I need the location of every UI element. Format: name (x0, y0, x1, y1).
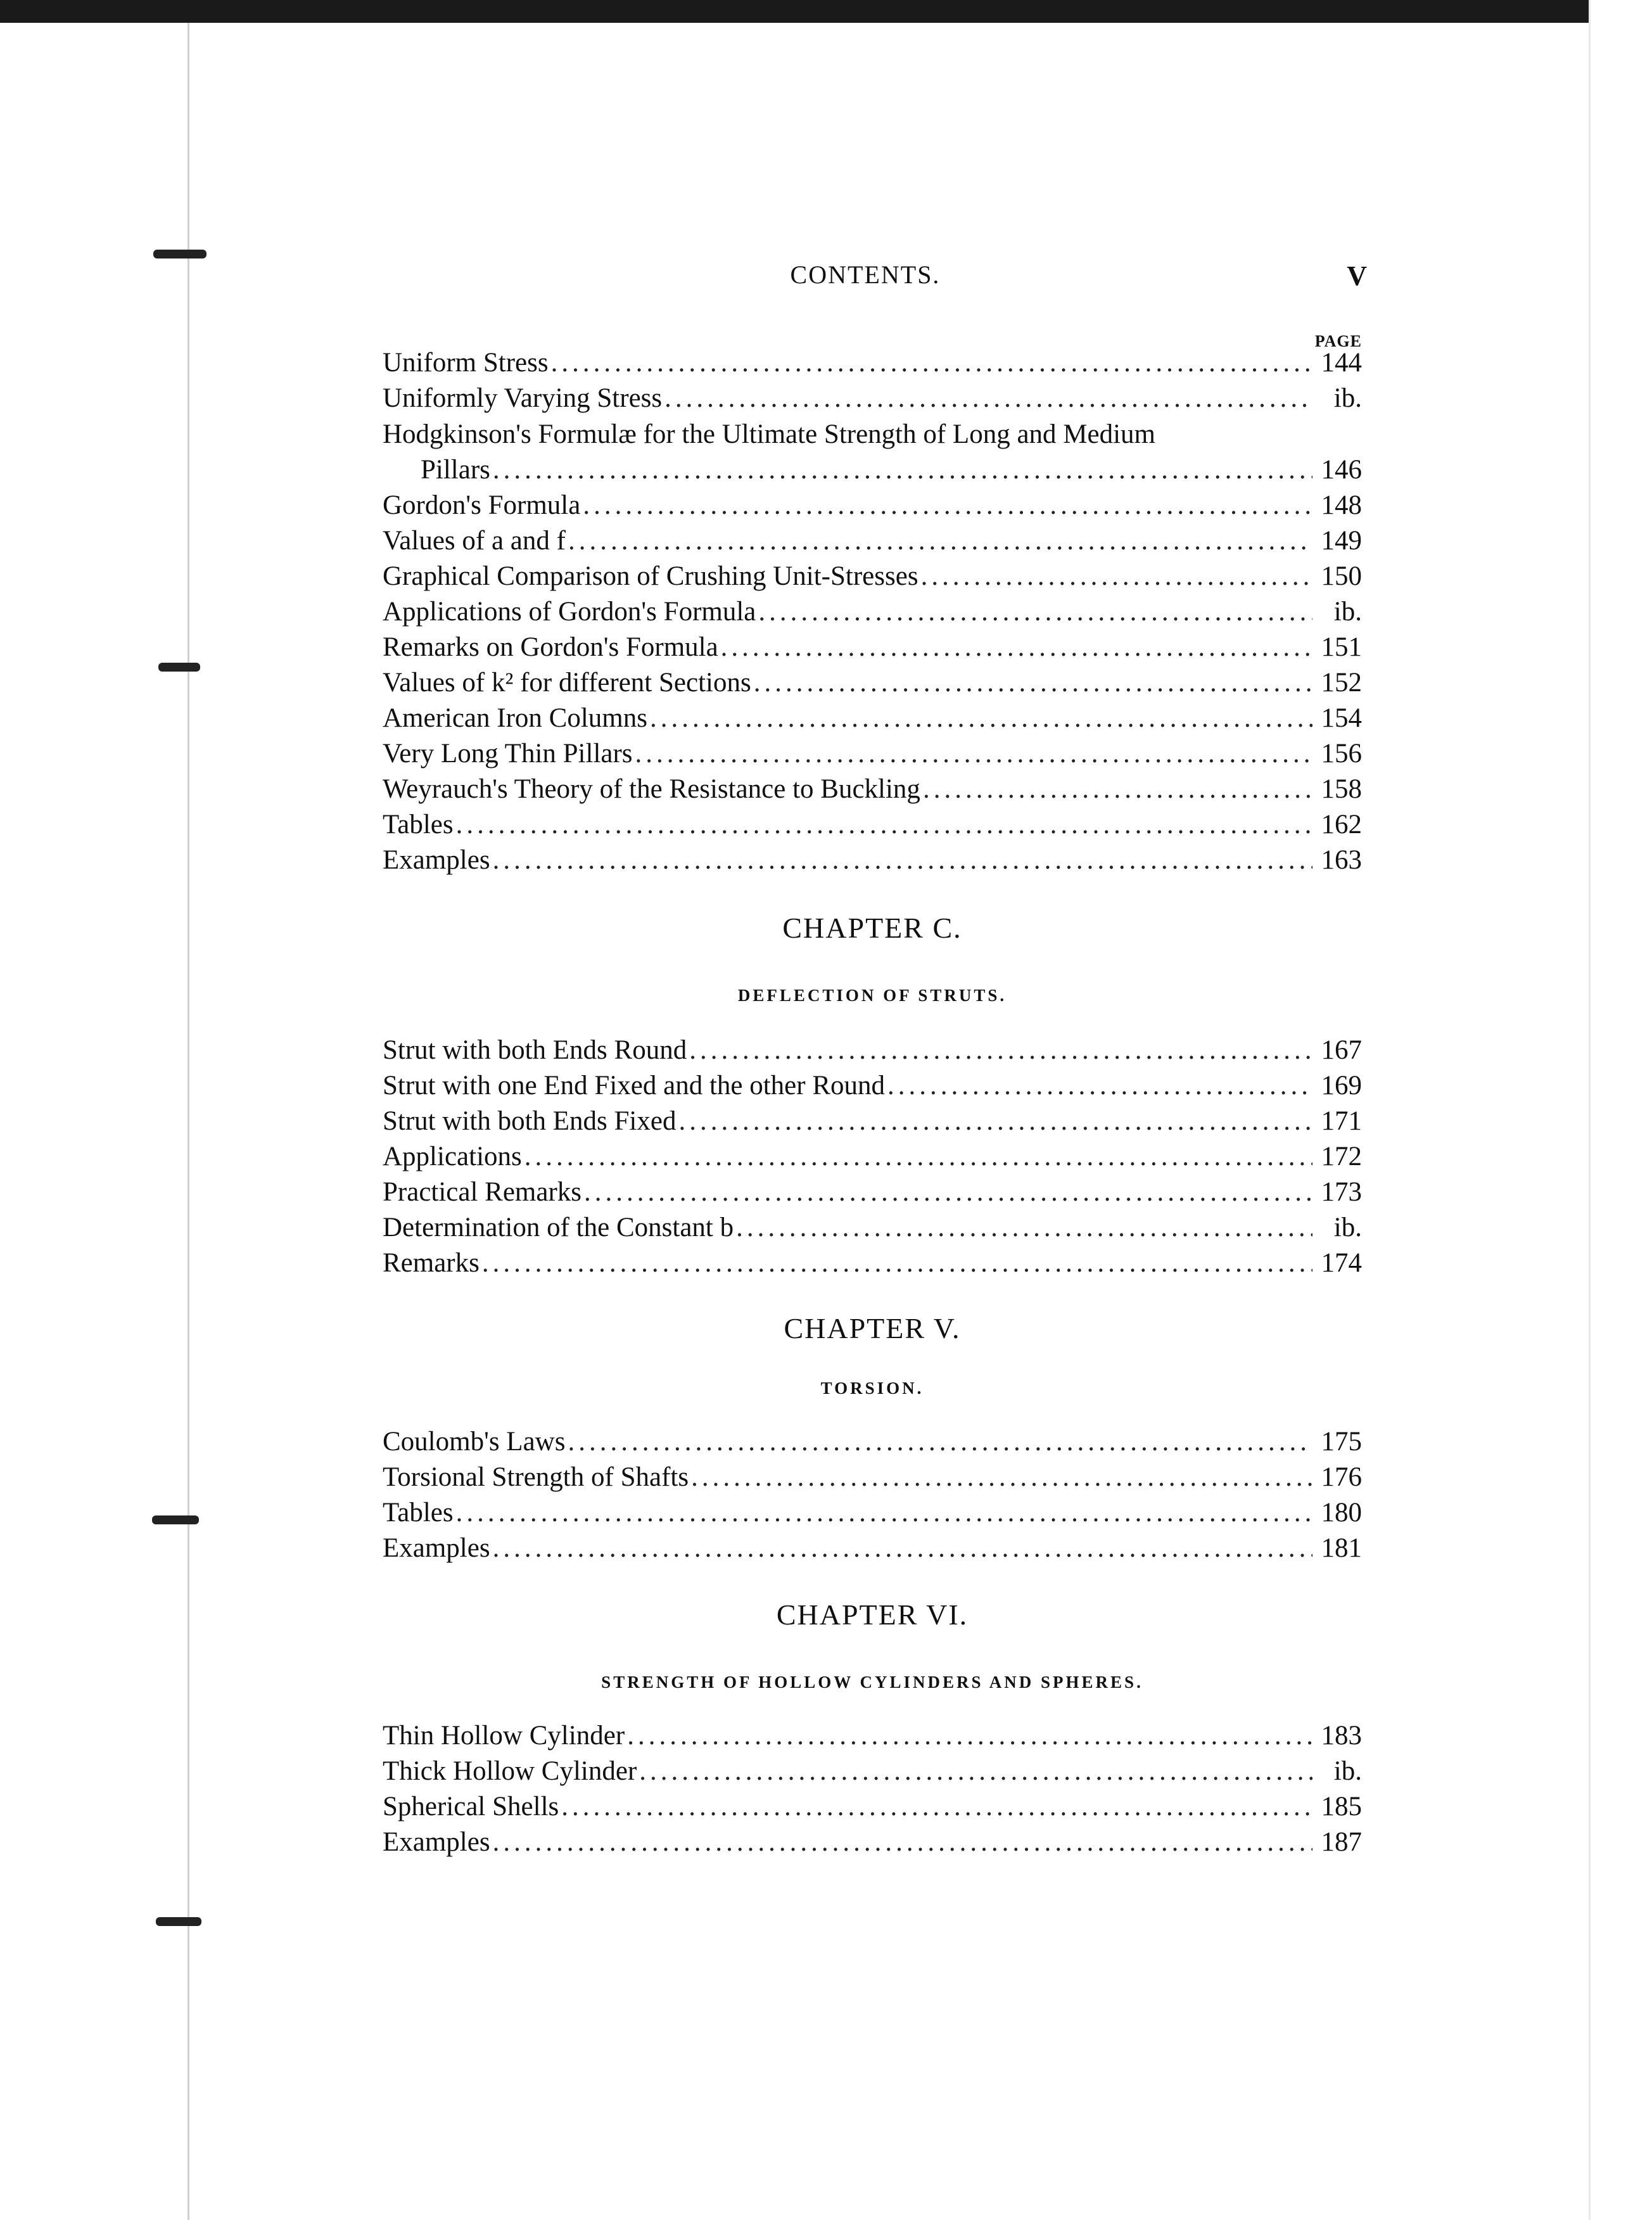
dot-leader (493, 1531, 1312, 1566)
toc-entry-label: Practical Remarks (383, 1177, 582, 1207)
page-number: V (1347, 260, 1367, 291)
toc-entry-label: Strut with one End Fixed and the other Round (383, 1071, 886, 1100)
toc-entry (383, 1246, 1362, 1281)
toc-entry (383, 701, 1362, 736)
toc-entry-first-line: Hodgkinson's Formulæ for the Ultimate Strength of Long and Medium (383, 419, 1155, 449)
dot-leader (551, 345, 1312, 381)
toc-entry-page: 176 (1321, 1462, 1362, 1492)
page-column-label: PAGE (1314, 332, 1362, 350)
toc-entry-label: Graphical Comparison of Crushing Unit-Stresses (383, 561, 918, 591)
chapter-heading: CHAPTER C. (782, 912, 962, 944)
toc-entry-page: 174 (1321, 1248, 1362, 1278)
binding-mark (152, 1515, 199, 1524)
toc-entry-page: 175 (1321, 1427, 1362, 1457)
toc-entry (383, 665, 1362, 701)
toc-entry-label: Uniformly Varying Stress (383, 383, 663, 413)
dot-leader (583, 488, 1312, 523)
toc-entry-label: Very Long Thin Pillars (383, 739, 633, 769)
toc-entry (383, 1068, 1362, 1104)
binding-line (187, 23, 189, 2220)
binding-mark (158, 663, 200, 672)
toc-entry (383, 807, 1362, 843)
toc-entry-page: 181 (1321, 1533, 1362, 1563)
toc-entry-label: Spherical Shells (383, 1792, 559, 1821)
chapter-subheading: STRENGTH OF HOLLOW CYLINDERS AND SPHERES. (601, 1673, 1143, 1692)
page-top-edge (0, 0, 1652, 23)
dot-leader (754, 665, 1312, 701)
chapter-subheading: TORSION. (820, 1379, 924, 1398)
toc-entry (383, 1531, 1362, 1566)
toc-entry-page: ib. (1333, 1756, 1362, 1786)
toc-entry-page: 167 (1321, 1035, 1362, 1065)
toc-entry (383, 1718, 1362, 1754)
toc-entry-page: 183 (1321, 1721, 1362, 1751)
toc-entry-label: Gordon's Formula (383, 490, 581, 520)
dot-leader (456, 807, 1312, 843)
toc-entry-page: 146 (1321, 455, 1362, 485)
toc-entry-page: 154 (1321, 703, 1362, 733)
dot-leader (568, 523, 1312, 559)
toc-entry (383, 1210, 1362, 1246)
toc-entry-label: Pillars (421, 455, 490, 485)
toc-entry-page: ib. (1333, 1213, 1362, 1242)
toc-entry (383, 1104, 1362, 1139)
toc-entry-label: Remarks (383, 1248, 480, 1278)
dot-leader (456, 1495, 1312, 1531)
toc-entry-page: 144 (1321, 348, 1362, 378)
running-head-title: CONTENTS. (790, 260, 941, 289)
toc-entry (383, 559, 1362, 594)
toc-entry-page: 150 (1321, 561, 1362, 591)
dot-leader (691, 1460, 1312, 1495)
chapter-subheading: DEFLECTION OF STRUTS. (737, 986, 1007, 1005)
toc-entry-page: 172 (1321, 1142, 1362, 1171)
toc-entry-page: 149 (1321, 526, 1362, 556)
toc-entry-page: 151 (1321, 632, 1362, 662)
dot-leader (921, 559, 1312, 594)
toc-entry-label: Values of a and f (383, 526, 566, 556)
dot-leader (568, 1424, 1312, 1460)
toc-entry-label: Examples (383, 845, 490, 875)
toc-entry-label: Strut with both Ends Fixed (383, 1106, 677, 1136)
toc-entry-page: 148 (1321, 490, 1362, 520)
dot-leader (639, 1754, 1312, 1789)
toc-entry-page: 171 (1321, 1106, 1362, 1136)
toc-entry (383, 1495, 1362, 1531)
toc-entry (383, 1789, 1362, 1825)
toc-entry-label: Strut with both Ends Round (383, 1035, 687, 1065)
dot-leader (758, 594, 1312, 630)
page-right-margin (1589, 0, 1652, 2220)
toc-entry-label: Tables (383, 1498, 454, 1528)
toc-entry (383, 1175, 1362, 1210)
binding-mark (156, 1917, 201, 1926)
toc-entry-page: ib. (1333, 383, 1362, 413)
toc-entry-label: American Iron Columns (383, 703, 647, 733)
toc-entry-page: 187 (1321, 1827, 1362, 1857)
toc-entry-label: Remarks on Gordon's Formula (383, 632, 718, 662)
toc-entry (383, 381, 1362, 416)
dot-leader (887, 1068, 1312, 1104)
toc-entry-page: 158 (1321, 774, 1362, 804)
toc-entry-label: Determination of the Constant b (383, 1213, 734, 1242)
toc-entry-page: 180 (1321, 1498, 1362, 1528)
toc-entry (383, 1825, 1362, 1860)
toc-entry-label: Weyrauch's Theory of the Resistance to Buckling (383, 774, 920, 804)
toc-entry-page: 156 (1321, 739, 1362, 769)
dot-leader (635, 736, 1312, 772)
toc-entry (383, 345, 1362, 381)
toc-entry-label: Uniform Stress (383, 348, 549, 378)
toc-entry-label: Applications of Gordon's Formula (383, 597, 756, 627)
dot-leader (689, 1033, 1312, 1068)
dot-leader (493, 1825, 1312, 1860)
toc-entry-label: Examples (383, 1827, 490, 1857)
toc-entry (383, 594, 1362, 630)
toc-entry-label: Tables (383, 810, 454, 839)
dot-leader (678, 1104, 1312, 1139)
dot-leader (736, 1210, 1312, 1246)
dot-leader (664, 381, 1312, 416)
dot-leader (923, 772, 1312, 807)
toc-entry-label: Torsional Strength of Shafts (383, 1462, 689, 1492)
toc-entry (383, 1139, 1362, 1175)
toc-entry (383, 452, 1362, 488)
dot-leader (721, 630, 1312, 665)
dot-leader (482, 1246, 1312, 1281)
dot-leader (584, 1175, 1312, 1210)
dot-leader (493, 452, 1312, 488)
dot-leader (627, 1718, 1312, 1754)
chapter-heading: CHAPTER V. (784, 1312, 961, 1344)
toc-entry-page: 162 (1321, 810, 1362, 839)
toc-entry (383, 1460, 1362, 1495)
toc-entry-label: Coulomb's Laws (383, 1427, 566, 1457)
toc-entry-page: 185 (1321, 1792, 1362, 1821)
toc-entry (383, 1033, 1362, 1068)
dot-leader (524, 1139, 1312, 1175)
toc-entry-label: Thin Hollow Cylinder (383, 1721, 625, 1751)
toc-entry (383, 630, 1362, 665)
toc-entry-label: Applications (383, 1142, 522, 1171)
toc-entry-label: Thick Hollow Cylinder (383, 1756, 637, 1786)
toc-entry (383, 736, 1362, 772)
dot-leader (493, 843, 1312, 878)
toc-entry (383, 843, 1362, 878)
toc-entry-page: ib. (1333, 597, 1362, 627)
toc-entry (383, 523, 1362, 559)
binding-mark (153, 250, 206, 258)
toc-entry (383, 1424, 1362, 1460)
dot-leader (561, 1789, 1312, 1825)
toc-entry-label: Examples (383, 1533, 490, 1563)
toc-entry-label: Values of k² for different Sections (383, 668, 751, 698)
running-head (0, 260, 1652, 298)
dot-leader (650, 701, 1312, 736)
toc-entry (383, 772, 1362, 807)
toc-entry-page: 173 (1321, 1177, 1362, 1207)
toc-entry-page: 152 (1321, 668, 1362, 698)
chapter-heading: CHAPTER VI. (776, 1598, 969, 1631)
toc-entry (383, 1754, 1362, 1789)
toc-entry-page: 163 (1321, 845, 1362, 875)
toc-entry-page: 169 (1321, 1071, 1362, 1100)
toc-entry (383, 488, 1362, 523)
